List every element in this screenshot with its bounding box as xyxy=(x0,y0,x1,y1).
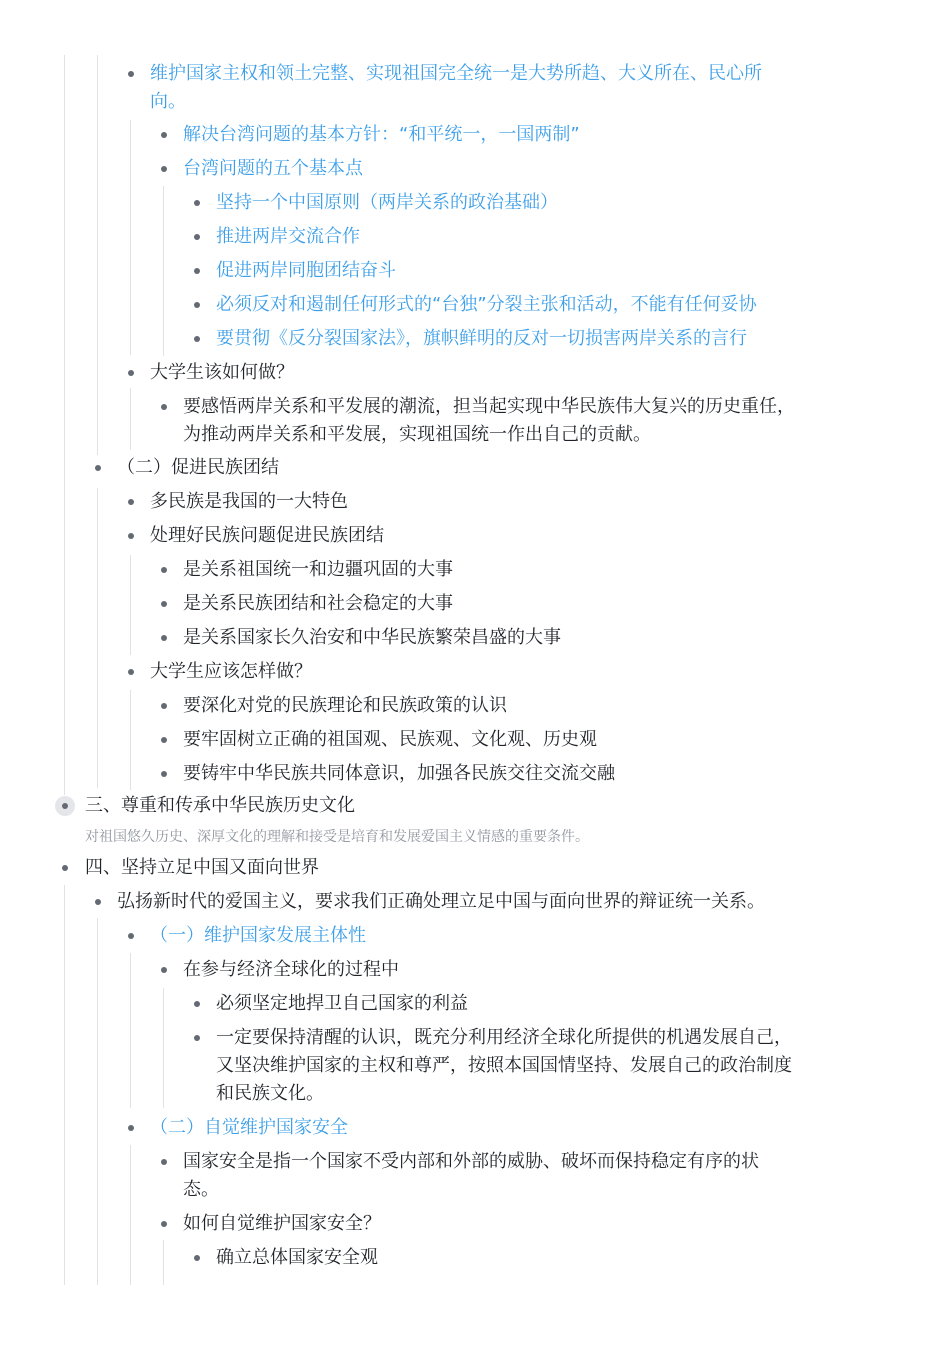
outline-item[interactable]: 解决台湾问题的基本方针：“和平统一，一国两制” xyxy=(183,124,580,145)
list-bullet[interactable] xyxy=(128,370,134,376)
list-bullet[interactable] xyxy=(161,703,167,709)
outline-item[interactable]: 坚持一个中国原则（两岸关系的政治基础） xyxy=(216,192,558,213)
item-note: 对祖国悠久历史、深厚文化的理解和接受是培育和发展爱国主义情感的重要条件。 xyxy=(85,829,589,845)
list-bullet[interactable] xyxy=(194,302,200,308)
outline-item[interactable]: 确立总体国家安全观 xyxy=(216,1247,378,1268)
list-bullet[interactable] xyxy=(161,737,167,743)
outline-item[interactable]: 弘扬新时代的爱国主义，要求我们正确处理立足中国与面向世界的辩证统一关系。 xyxy=(117,891,765,912)
list-bullet[interactable] xyxy=(161,567,167,573)
collapsed-bullet[interactable] xyxy=(55,796,75,816)
outline-item[interactable]: 台湾问题的五个基本点 xyxy=(183,158,363,179)
indent-guide xyxy=(163,1240,164,1285)
outline-item[interactable]: 是关系国家长久治安和中华民族繁荣昌盛的大事 xyxy=(183,627,561,648)
indent-guide xyxy=(130,120,131,355)
list-bullet[interactable] xyxy=(161,1159,167,1165)
outline-item[interactable]: 三、尊重和传承中华民族历史文化 xyxy=(85,795,355,816)
list-bullet[interactable] xyxy=(128,669,134,675)
list-bullet[interactable] xyxy=(161,166,167,172)
outline-item[interactable]: 要铸牢中华民族共同体意识，加强各民族交往交流交融 xyxy=(183,763,615,784)
list-bullet[interactable] xyxy=(194,1035,200,1041)
list-bullet[interactable] xyxy=(128,933,134,939)
indent-guide xyxy=(163,186,164,356)
outline-item[interactable]: 维护国家主权和领土完整、实现祖国完全统一是大势所趋、大义所在、民心所向。 xyxy=(150,63,762,112)
outline-item[interactable]: 促进两岸同胞团结奋斗 xyxy=(216,260,396,281)
outline-item[interactable]: 在参与经济全球化的过程中 xyxy=(183,959,399,980)
list-bullet[interactable] xyxy=(62,865,68,871)
indent-guide xyxy=(163,988,164,1108)
outline-item[interactable]: 多民族是我国的一大特色 xyxy=(150,491,348,512)
outline-item[interactable]: 大学生应该怎样做？ xyxy=(150,661,312,682)
list-bullet[interactable] xyxy=(161,771,167,777)
outline-item[interactable]: 要牢固树立正确的祖国观、民族观、文化观、历史观 xyxy=(183,729,597,750)
outline-item[interactable]: 是关系民族团结和社会稳定的大事 xyxy=(183,593,453,614)
list-bullet[interactable] xyxy=(194,1255,200,1261)
outline-item[interactable]: （二）促进民族团结 xyxy=(117,457,279,478)
outline-item[interactable]: 要贯彻《反分裂国家法》，旗帜鲜明的反对一切损害两岸关系的言行 xyxy=(216,328,747,349)
list-bullet[interactable] xyxy=(194,336,200,342)
list-bullet[interactable] xyxy=(161,635,167,641)
outline-item[interactable]: 大学生该如何做？ xyxy=(150,362,294,383)
outline-item[interactable]: 必须反对和遏制任何形式的“台独”分裂主张和活动，不能有任何妥协 xyxy=(216,294,757,315)
list-bullet[interactable] xyxy=(161,1221,167,1227)
list-bullet[interactable] xyxy=(95,899,101,905)
indent-guide xyxy=(64,55,65,795)
list-bullet[interactable] xyxy=(194,1001,200,1007)
indent-guide xyxy=(130,555,131,655)
list-bullet[interactable] xyxy=(161,601,167,607)
outline-item[interactable]: （二）自觉维护国家安全 xyxy=(150,1117,348,1138)
indent-guide xyxy=(130,1145,131,1285)
list-bullet[interactable] xyxy=(194,268,200,274)
outline-item[interactable]: 要感悟两岸关系和平发展的潮流，担当起实现中华民族伟大复兴的历史重任，为推动两岸关系和平发展，实现祖国统一作出自己的贡献。 xyxy=(183,396,795,445)
outline-item[interactable]: 如何自觉维护国家安全？ xyxy=(183,1213,381,1234)
indent-guide xyxy=(130,388,131,450)
outline-item[interactable]: 四、坚持立足中国又面向世界 xyxy=(85,857,319,878)
list-bullet[interactable] xyxy=(128,71,134,77)
outline-item[interactable]: 处理好民族问题促进民族团结 xyxy=(150,525,384,546)
list-bullet[interactable] xyxy=(128,499,134,505)
outline-item[interactable]: 必须坚定地捍卫自己国家的利益 xyxy=(216,993,468,1014)
outline-item[interactable]: 是关系祖国统一和边疆巩固的大事 xyxy=(183,559,453,580)
indent-guide xyxy=(130,690,131,790)
list-bullet[interactable] xyxy=(95,465,101,471)
outline-item[interactable]: 国家安全是指一个国家不受内部和外部的威胁、破坏而保持稳定有序的状态。 xyxy=(183,1151,759,1200)
indent-guide xyxy=(97,488,98,788)
list-bullet[interactable] xyxy=(161,404,167,410)
outline-item[interactable]: 推进两岸交流合作 xyxy=(216,226,360,247)
outline-item[interactable]: 要深化对党的民族理论和民族政策的认识 xyxy=(183,695,507,716)
indent-guide xyxy=(130,953,131,1108)
outline-item[interactable]: 一定要保持清醒的认识，既充分利用经济全球化所提供的机遇发展自己，又坚决维护国家的主权和尊严，按照本国国情坚持、发展自己的政治制度和民族文化。 xyxy=(216,1027,792,1104)
list-bullet[interactable] xyxy=(194,200,200,206)
list-bullet[interactable] xyxy=(128,533,134,539)
list-bullet[interactable] xyxy=(161,132,167,138)
list-bullet[interactable] xyxy=(161,967,167,973)
outline-item[interactable]: （一）维护国家发展主体性 xyxy=(150,925,366,946)
indent-guide xyxy=(97,918,98,1285)
list-bullet[interactable] xyxy=(128,1125,134,1131)
indent-guide xyxy=(64,885,65,1285)
list-bullet[interactable] xyxy=(194,234,200,240)
indent-guide xyxy=(97,55,98,455)
